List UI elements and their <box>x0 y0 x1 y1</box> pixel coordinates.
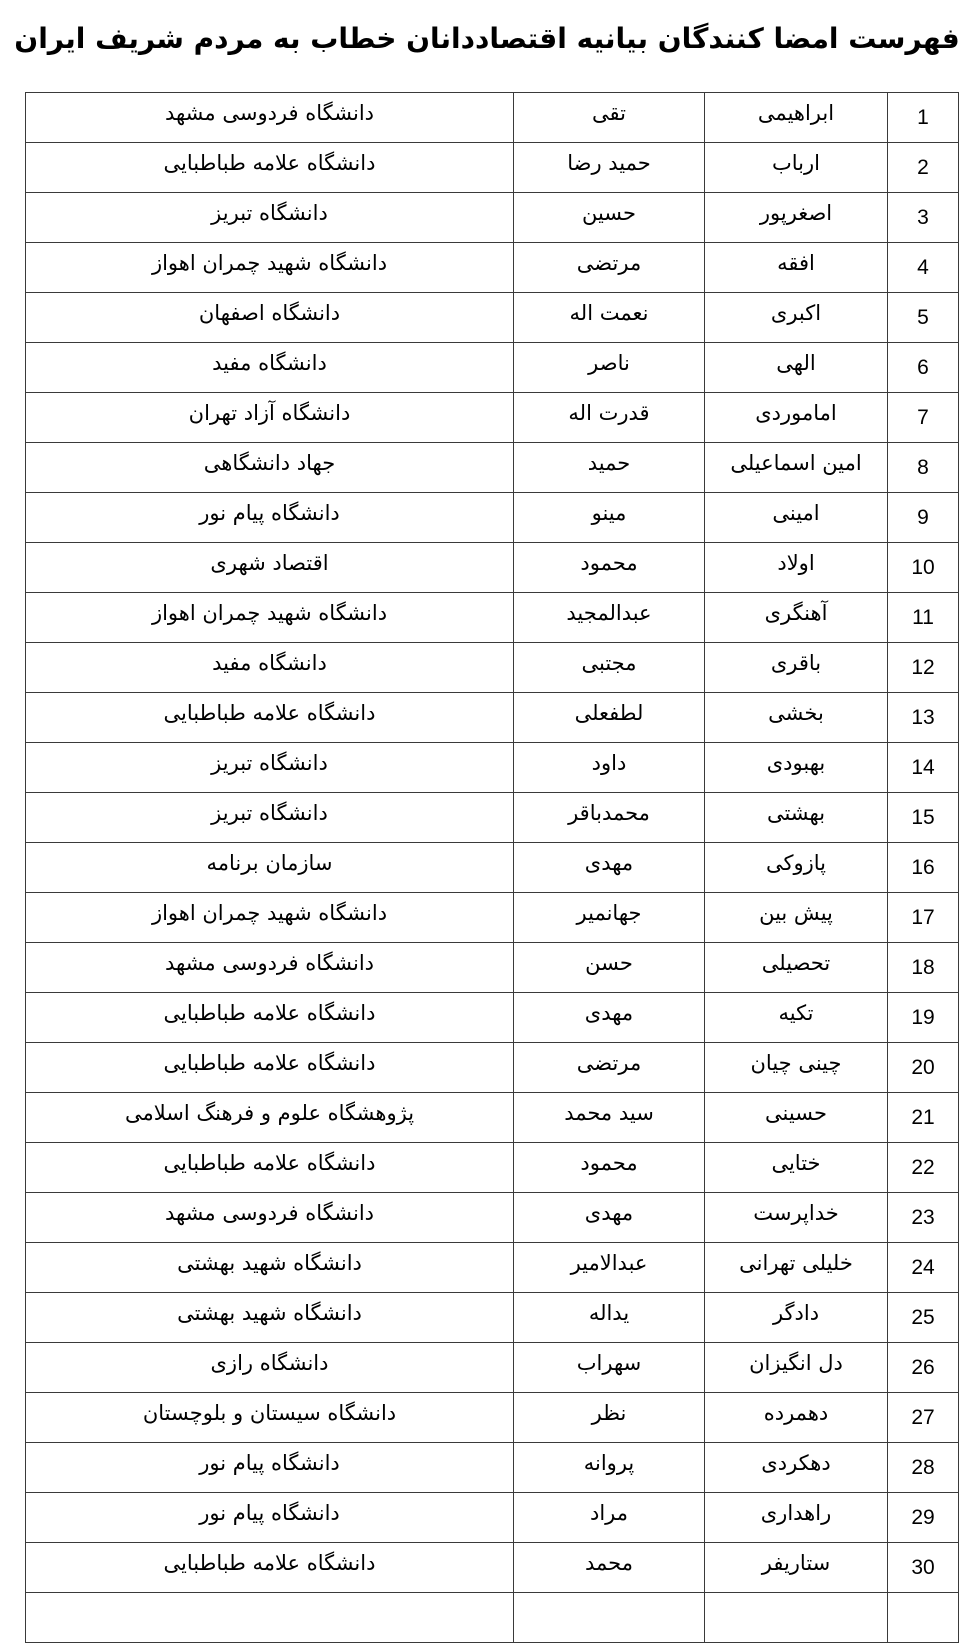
row-number-text: 4 <box>917 255 929 279</box>
last-name-cell-text: اصغرپور <box>759 200 833 225</box>
last-name-cell <box>705 643 888 693</box>
last-name-cell-text: دهمرده <box>763 1400 829 1425</box>
row-number <box>888 293 959 343</box>
affiliation-cell <box>26 1443 514 1493</box>
affiliation-cell <box>26 793 514 843</box>
last-name-cell <box>705 93 888 143</box>
last-name-cell <box>705 993 888 1043</box>
row-number <box>888 1143 959 1193</box>
row-number <box>888 93 959 143</box>
table-row <box>26 1243 959 1293</box>
row-number-text: 29 <box>911 1505 935 1529</box>
last-name-cell-text: آهنگری <box>764 600 828 625</box>
first-name-cell-cutoff <box>514 1593 705 1643</box>
last-name-cell-text: بهبودی <box>766 750 826 775</box>
table-row <box>26 993 959 1043</box>
row-number <box>888 393 959 443</box>
affiliation-cell <box>26 1143 514 1193</box>
first-name-cell <box>514 93 705 143</box>
affiliation-cell <box>26 943 514 993</box>
affiliation-cell-cutoff <box>26 1593 514 1643</box>
affiliation-cell-text: پژوهشگاه علوم و فرهنگ اسلامی <box>124 1100 415 1125</box>
first-name-cell-text: عبدالمجید <box>566 600 652 625</box>
row-number-text: 23 <box>911 1205 935 1229</box>
row-number <box>888 1043 959 1093</box>
row-number <box>888 1243 959 1293</box>
row-number-text: 1 <box>917 105 929 129</box>
last-name-cell-text: خلیلی تهرانی <box>739 1250 853 1275</box>
row-number <box>888 793 959 843</box>
table-row <box>26 1143 959 1193</box>
last-name-cell <box>705 243 888 293</box>
affiliation-cell <box>26 843 514 893</box>
first-name-cell <box>514 1293 705 1343</box>
affiliation-cell-text: دانشگاه علامه طباطبایی <box>163 1150 376 1175</box>
first-name-cell-text: محمود <box>580 1150 638 1175</box>
table-row <box>26 443 959 493</box>
first-name-cell-text: لطفعلی <box>574 700 644 725</box>
first-name-cell-text: تقی <box>592 100 626 125</box>
affiliation-cell-text: سازمان برنامه <box>206 850 333 875</box>
row-number <box>888 743 959 793</box>
row-number-text: 3 <box>917 205 929 229</box>
last-name-cell-cutoff <box>705 1593 888 1643</box>
first-name-cell <box>514 1043 705 1093</box>
affiliation-cell <box>26 893 514 943</box>
last-name-cell <box>705 393 888 443</box>
table-row <box>26 1343 959 1393</box>
table-row <box>26 293 959 343</box>
last-name-cell <box>705 1093 888 1143</box>
first-name-cell-text: مهدی <box>584 1200 634 1225</box>
affiliation-cell-text: دانشگاه علامه طباطبایی <box>163 1000 376 1025</box>
last-name-cell-text: امینی <box>772 500 820 525</box>
affiliation-cell <box>26 743 514 793</box>
affiliation-cell-text: دانشگاه علامه طباطبایی <box>163 1550 376 1575</box>
affiliation-cell-text: دانشگاه پیام نور <box>199 1450 340 1475</box>
last-name-cell <box>705 1493 888 1543</box>
affiliation-cell-text: جهاد دانشگاهی <box>203 450 336 475</box>
first-name-cell <box>514 1393 705 1443</box>
affiliation-cell <box>26 443 514 493</box>
affiliation-cell <box>26 1043 514 1093</box>
last-name-cell-text: پیش بین <box>759 900 833 925</box>
table-row <box>26 1043 959 1093</box>
affiliation-cell <box>26 243 514 293</box>
affiliation-cell-text: دانشگاه شهید چمران اهواز <box>151 600 388 625</box>
affiliation-cell <box>26 1343 514 1393</box>
row-number-text: 25 <box>911 1305 935 1329</box>
last-name-cell-text: بخشی <box>768 700 824 725</box>
table-row <box>26 1493 959 1543</box>
first-name-cell-text: مجتبی <box>581 650 637 675</box>
row-number <box>888 843 959 893</box>
last-name-cell <box>705 1243 888 1293</box>
first-name-cell <box>514 393 705 443</box>
last-name-cell-text: اولاد <box>777 550 815 575</box>
row-number-text: 13 <box>911 705 935 729</box>
affiliation-cell-text: دانشگاه سیستان و بلوچستان <box>142 1400 397 1425</box>
last-name-cell <box>705 793 888 843</box>
affiliation-cell-text: دانشگاه پیام نور <box>199 1500 340 1525</box>
row-number-text: 30 <box>911 1555 935 1579</box>
affiliation-cell-text: دانشگاه شهید چمران اهواز <box>151 900 388 925</box>
last-name-cell-text: راهداری <box>760 1500 832 1525</box>
affiliation-cell-text: دانشگاه تبریز <box>211 750 328 775</box>
first-name-cell <box>514 143 705 193</box>
row-number <box>888 543 959 593</box>
first-name-cell-text: عبدالامیر <box>570 1250 648 1275</box>
first-name-cell-text: جهانمیر <box>576 900 642 925</box>
last-name-cell-text: الهی <box>776 350 816 375</box>
affiliation-cell <box>26 493 514 543</box>
affiliation-cell-text: دانشگاه شهید چمران اهواز <box>151 250 388 275</box>
first-name-cell-text: قدرت اله <box>568 400 650 425</box>
row-number-text: 10 <box>911 555 935 579</box>
table-body <box>26 93 959 1643</box>
table-row <box>26 343 959 393</box>
first-name-cell <box>514 1493 705 1543</box>
first-name-cell-text: مهدی <box>584 850 634 875</box>
first-name-cell <box>514 743 705 793</box>
affiliation-cell-text: دانشگاه پیام نور <box>199 500 340 525</box>
first-name-cell <box>514 593 705 643</box>
table-row <box>26 93 959 143</box>
affiliation-cell <box>26 643 514 693</box>
first-name-cell <box>514 1193 705 1243</box>
row-number-text: 28 <box>911 1455 935 1479</box>
first-name-cell <box>514 993 705 1043</box>
row-number-text: 19 <box>911 1005 935 1029</box>
last-name-cell <box>705 593 888 643</box>
affiliation-cell-text: دانشگاه فردوسی مشهد <box>164 950 374 975</box>
row-number-text: 27 <box>911 1405 935 1429</box>
last-name-cell-text: خداپرست <box>753 1200 839 1225</box>
last-name-cell <box>705 843 888 893</box>
table-row <box>26 1293 959 1343</box>
row-number <box>888 693 959 743</box>
last-name-cell-text: افقه <box>777 250 815 275</box>
row-number <box>888 1443 959 1493</box>
table-row <box>26 693 959 743</box>
last-name-cell-text: دادگر <box>772 1300 820 1325</box>
table-row <box>26 793 959 843</box>
affiliation-cell-text: دانشگاه رازی <box>210 1350 329 1375</box>
document-title: فهرست امضا کنندگان بیانیه اقتصاددانان خطاب به مردم شریف ایران <box>14 22 960 55</box>
table-row <box>26 193 959 243</box>
last-name-cell-text: تکیه <box>778 1000 814 1025</box>
first-name-cell <box>514 243 705 293</box>
row-number-text: 24 <box>911 1255 935 1279</box>
table-row <box>26 643 959 693</box>
last-name-cell <box>705 143 888 193</box>
last-name-cell-text: حسینی <box>765 1100 827 1125</box>
row-number <box>888 893 959 943</box>
first-name-cell <box>514 343 705 393</box>
affiliation-cell <box>26 193 514 243</box>
first-name-cell <box>514 843 705 893</box>
row-number-text: 8 <box>917 455 929 479</box>
first-name-cell <box>514 893 705 943</box>
table-row <box>26 843 959 893</box>
affiliation-cell <box>26 1293 514 1343</box>
affiliation-cell-text: دانشگاه علامه طباطبایی <box>163 1050 376 1075</box>
row-number-text: 21 <box>911 1105 935 1129</box>
row-number-text: 9 <box>917 505 929 529</box>
first-name-cell <box>514 643 705 693</box>
affiliation-cell <box>26 1193 514 1243</box>
first-name-cell-text: محمدباقر <box>568 800 650 825</box>
last-name-cell-text: باقری <box>770 650 822 675</box>
last-name-cell <box>705 1143 888 1193</box>
affiliation-cell-text: دانشگاه شهید بهشتی <box>177 1300 362 1325</box>
affiliation-cell <box>26 393 514 443</box>
first-name-cell-text: سهراب <box>576 1350 642 1375</box>
first-name-cell-text: حمید <box>587 450 631 475</box>
first-name-cell-text: محمد <box>585 1550 633 1575</box>
last-name-cell-text: ابراهیمی <box>757 100 835 125</box>
affiliation-cell-text: دانشگاه شهید بهشتی <box>177 1250 362 1275</box>
first-name-cell-text: مینو <box>591 500 627 525</box>
affiliation-cell-text: اقتصاد شهری <box>210 550 329 575</box>
affiliation-cell-text: دانشگاه علامه طباطبایی <box>163 150 376 175</box>
affiliation-cell <box>26 1243 514 1293</box>
affiliation-cell <box>26 993 514 1043</box>
affiliation-cell-text: دانشگاه فردوسی مشهد <box>164 100 374 125</box>
first-name-cell-text: حسین <box>581 200 637 225</box>
first-name-cell-text: محمود <box>580 550 638 575</box>
affiliation-cell-text: دانشگاه تبریز <box>211 800 328 825</box>
row-number <box>888 193 959 243</box>
row-number <box>888 243 959 293</box>
first-name-cell-text: حسن <box>585 950 633 975</box>
row-number-text: 15 <box>911 805 935 829</box>
affiliation-cell <box>26 593 514 643</box>
affiliation-cell-text: دانشگاه مفید <box>212 650 327 675</box>
row-number-text: 22 <box>911 1155 935 1179</box>
table-row <box>26 1443 959 1493</box>
last-name-cell <box>705 943 888 993</box>
row-number-text: 2 <box>917 155 929 179</box>
signatories-table <box>25 92 959 1643</box>
affiliation-cell <box>26 1543 514 1593</box>
row-number-text: 20 <box>911 1055 935 1079</box>
table-row <box>26 393 959 443</box>
row-number-cutoff <box>888 1593 959 1643</box>
first-name-cell <box>514 793 705 843</box>
first-name-cell <box>514 443 705 493</box>
row-number-text: 16 <box>911 855 935 879</box>
first-name-cell-text: حمید رضا <box>567 150 651 175</box>
table-row <box>26 743 959 793</box>
last-name-cell <box>705 893 888 943</box>
table-row <box>26 543 959 593</box>
last-name-cell-text: امین اسماعیلی <box>730 450 862 475</box>
last-name-cell-text: دل انگیزان <box>749 1350 843 1375</box>
first-name-cell <box>514 193 705 243</box>
last-name-cell <box>705 1293 888 1343</box>
affiliation-cell <box>26 1493 514 1543</box>
affiliation-cell <box>26 543 514 593</box>
last-name-cell <box>705 743 888 793</box>
first-name-cell-text: نعمت اله <box>569 300 649 325</box>
last-name-cell <box>705 1193 888 1243</box>
last-name-cell <box>705 1343 888 1393</box>
table-row <box>26 1193 959 1243</box>
last-name-cell <box>705 1393 888 1443</box>
affiliation-cell-text: دانشگاه علامه طباطبایی <box>163 700 376 725</box>
row-number-text: 17 <box>911 905 935 929</box>
last-name-cell <box>705 1443 888 1493</box>
affiliation-cell <box>26 293 514 343</box>
row-number <box>888 1343 959 1393</box>
first-name-cell-text: ناصر <box>588 350 630 375</box>
last-name-cell <box>705 1043 888 1093</box>
last-name-cell <box>705 443 888 493</box>
last-name-cell-text: ارباب <box>772 150 820 175</box>
row-number-text: 6 <box>917 355 929 379</box>
affiliation-cell <box>26 93 514 143</box>
row-number <box>888 643 959 693</box>
table-row <box>26 893 959 943</box>
affiliation-cell-text: دانشگاه تبریز <box>211 200 328 225</box>
row-number-text: 5 <box>917 305 929 329</box>
affiliation-cell-text: دانشگاه فردوسی مشهد <box>164 1200 374 1225</box>
last-name-cell <box>705 343 888 393</box>
first-name-cell <box>514 293 705 343</box>
row-number <box>888 493 959 543</box>
row-number <box>888 1093 959 1143</box>
table-row-cutoff <box>26 1593 959 1643</box>
row-number-text: 11 <box>912 605 934 629</box>
row-number <box>888 1393 959 1443</box>
last-name-cell-text: تحصیلی <box>761 950 831 975</box>
table-row <box>26 243 959 293</box>
first-name-cell <box>514 1093 705 1143</box>
first-name-cell-text: داود <box>591 750 627 775</box>
row-number <box>888 943 959 993</box>
table-row <box>26 593 959 643</box>
row-number <box>888 993 959 1043</box>
first-name-cell <box>514 1143 705 1193</box>
table-row <box>26 493 959 543</box>
last-name-cell-text: ختایی <box>771 1150 821 1175</box>
first-name-cell-text: پروانه <box>583 1450 635 1475</box>
row-number <box>888 1493 959 1543</box>
first-name-cell <box>514 693 705 743</box>
affiliation-cell <box>26 693 514 743</box>
first-name-cell-text: مراد <box>589 1500 629 1525</box>
last-name-cell <box>705 193 888 243</box>
first-name-cell-text: مرتضی <box>576 250 642 275</box>
first-name-cell-text: نظر <box>591 1400 627 1425</box>
affiliation-cell-text: دانشگاه اصفهان <box>198 300 341 325</box>
first-name-cell-text: یداله <box>588 1300 630 1325</box>
first-name-cell <box>514 543 705 593</box>
first-name-cell-text: مرتضی <box>576 1050 642 1075</box>
signatories-table-container <box>25 92 954 1643</box>
affiliation-cell-text: دانشگاه مفید <box>212 350 327 375</box>
first-name-cell-text: مهدی <box>584 1000 634 1025</box>
first-name-cell <box>514 943 705 993</box>
table-row <box>26 1093 959 1143</box>
last-name-cell-text: چینی چیان <box>750 1050 842 1075</box>
row-number-text: 26 <box>911 1355 935 1379</box>
last-name-cell-text: دهکردی <box>761 1450 831 1475</box>
row-number <box>888 1293 959 1343</box>
last-name-cell-text: اکبری <box>770 300 822 325</box>
last-name-cell-text: اماموردی <box>755 400 837 425</box>
first-name-cell <box>514 1343 705 1393</box>
row-number <box>888 443 959 493</box>
last-name-cell-text: ستاریفر <box>761 1550 831 1575</box>
last-name-cell <box>705 293 888 343</box>
first-name-cell <box>514 1443 705 1493</box>
row-number <box>888 593 959 643</box>
row-number <box>888 1543 959 1593</box>
affiliation-cell <box>26 1093 514 1143</box>
row-number-text: 14 <box>911 755 935 779</box>
last-name-cell <box>705 493 888 543</box>
affiliation-cell <box>26 1393 514 1443</box>
row-number <box>888 1193 959 1243</box>
table-row <box>26 143 959 193</box>
table-row <box>26 943 959 993</box>
affiliation-cell <box>26 143 514 193</box>
table-row <box>26 1543 959 1593</box>
row-number-text: 12 <box>911 655 935 679</box>
last-name-cell-text: پازوکی <box>765 850 827 875</box>
affiliation-cell <box>26 343 514 393</box>
table-row <box>26 1393 959 1443</box>
last-name-cell <box>705 543 888 593</box>
first-name-cell-text: سید محمد <box>564 1100 654 1125</box>
first-name-cell <box>514 493 705 543</box>
last-name-cell <box>705 1543 888 1593</box>
row-number-text: 7 <box>917 405 929 429</box>
last-name-cell <box>705 693 888 743</box>
row-number-text: 18 <box>911 955 935 979</box>
affiliation-cell-text: دانشگاه آزاد تهران <box>188 400 351 425</box>
first-name-cell <box>514 1243 705 1293</box>
row-number <box>888 343 959 393</box>
first-name-cell <box>514 1543 705 1593</box>
row-number <box>888 143 959 193</box>
last-name-cell-text: بهشتی <box>766 800 826 825</box>
